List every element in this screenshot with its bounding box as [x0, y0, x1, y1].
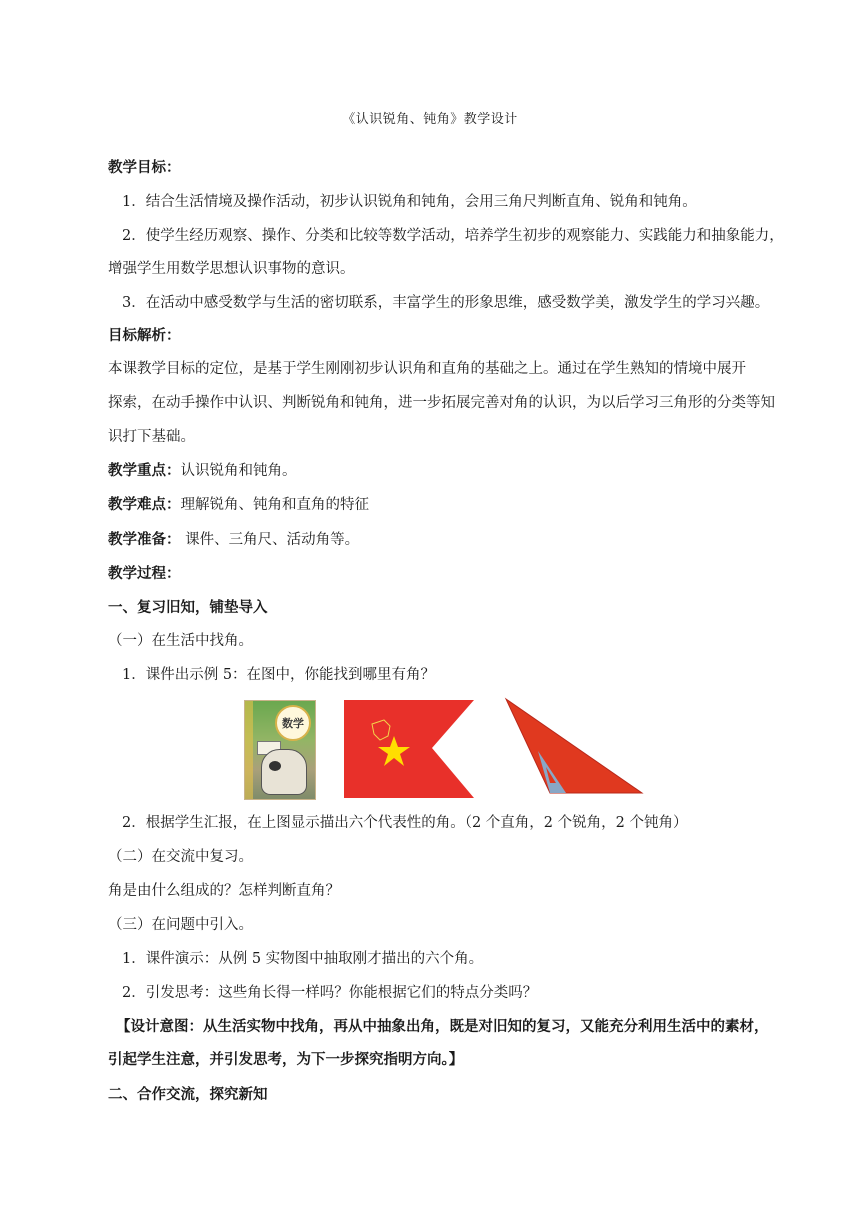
- section-2-heading: 二、合作交流，探究新知: [108, 1086, 268, 1103]
- design-intent-line-2: 引起学生注意，并引发思考，为下一步探究指明方向。】: [108, 1051, 464, 1068]
- item-3: 1．课件演示：从例 5 实物图中抽取刚才描出的六个角。: [122, 951, 484, 967]
- book-spine-strip: [245, 701, 253, 799]
- analysis-line-3: 识打下基础。: [108, 429, 195, 445]
- cow-illustration: [261, 749, 307, 795]
- section-1-heading: 一、复习旧知，铺垫导入: [108, 599, 268, 616]
- triangle-ruler-image: [504, 697, 646, 799]
- goal-3: 3．在活动中感受数学与生活的密切联系，丰富学生的形象思维，感受数学美，激发学生的学习兴趣。: [122, 295, 770, 311]
- question: 角是由什么组成的？怎样判断直角？: [108, 883, 340, 899]
- analysis-heading: 目标解析：: [108, 327, 181, 344]
- analysis-line-2: 探索，在动手操作中认识、判断锐角和钝角，进一步拓展完善对角的认识，为以后学习三角形的分类等知: [108, 395, 775, 411]
- book-title-emblem: 数学: [275, 705, 311, 741]
- analysis-line-1: 本课教学目标的定位，是基于学生刚刚初步认识角和直角的基础之上。通过在学生熟知的情境中展开: [108, 361, 746, 377]
- difficulty-text: 理解锐角、钝角和直角的特征: [180, 497, 369, 513]
- preparation-text: 课件、三角尺、活动角等。: [180, 532, 360, 548]
- goals-heading: 教学目标：: [108, 159, 181, 176]
- design-intent-line-1: 【设计意图：从生活实物中找角，再从中抽象出角，既是对旧知的复习，又能充分利用生活中的素材，: [116, 1018, 769, 1035]
- sub-2: （二）在交流中复习。: [108, 849, 253, 865]
- item-4: 2．引发思考：这些角长得一样吗？你能根据它们的特点分类吗？: [122, 985, 538, 1001]
- item-1: 1．课件出示例 5：在图中，你能找到哪里有角？: [122, 667, 436, 683]
- goal-2-line-1: 2．使学生经历观察、操作、分类和比较等数学活动，培养学生初步的观察能力、实践能力和抽象能力，: [122, 228, 784, 244]
- goal-2-line-2: 增强学生用数学思想认识事物的意识。: [108, 261, 355, 277]
- red-flag-image: [344, 700, 474, 798]
- item-2: 2．根据学生汇报，在上图显示描出六个代表性的角。（2 个直角，2 个锐角，2 个钝角）: [122, 815, 688, 831]
- key-point-label: 教学重点：: [108, 462, 181, 479]
- process-heading: 教学过程：: [108, 565, 181, 582]
- red-triangle: [506, 699, 642, 793]
- preparation-label: 教学准备：: [108, 531, 181, 548]
- page-title: 《认识锐角、钝角》教学设计: [342, 112, 518, 127]
- difficulty-label: 教学难点：: [108, 496, 181, 513]
- key-point-text: 认识锐角和钝角。: [180, 463, 297, 479]
- math-textbook-image: [244, 700, 316, 800]
- sub-3: （三）在问题中引入。: [108, 917, 253, 933]
- key-point: [108, 460, 788, 482]
- sub-1: （一）在生活中找角。: [108, 633, 253, 649]
- cow-spot: [269, 761, 281, 771]
- preparation: [108, 529, 788, 551]
- difficulty: [108, 494, 788, 516]
- flag-shape: [344, 700, 474, 798]
- goal-1: 1．结合生活情境及操作活动，初步认识锐角和钝角，会用三角尺判断直角、锐角和钝角。: [122, 194, 697, 210]
